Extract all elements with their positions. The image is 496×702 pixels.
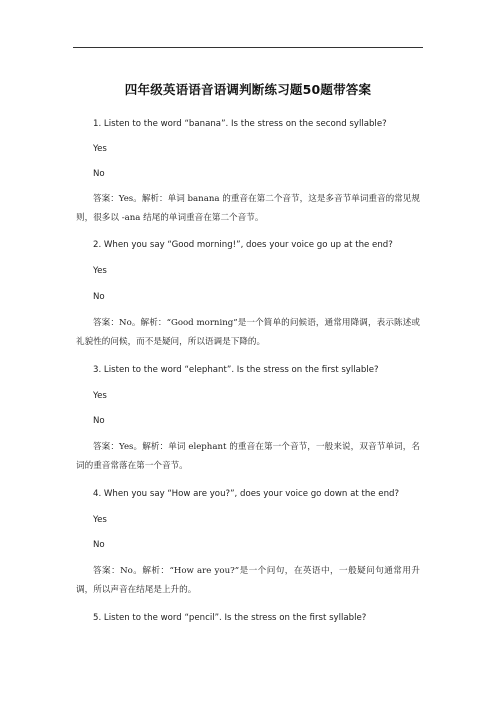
question-2-option-yes: Yes [93, 266, 107, 276]
question-1: 1. Listen to the word “banana”. Is the stress on the second syllable? [93, 119, 387, 129]
question-3-option-yes: Yes [93, 391, 107, 401]
question-3-answer: 答案：Yes。解析：单词 elephant 的重音在第一个音节，一般来说，双音节单词，名词的重音常落在第一个音节。 [76, 442, 420, 471]
question-2: 2. When you say “Good morning!”, does your voice go up at the end? [93, 240, 393, 250]
question-3: 3. Listen to the word “elephant”. Is the stress on the first syllable? [93, 365, 379, 375]
question-1-answer: 答案：Yes。解析：单词 banana 的重音在第二个音节，这是多音节单词重音的常见规则，很多以 -ana 结尾的单词重音在第二个音节。 [76, 194, 420, 223]
question-2-answer: 答案：No。解析：“Good morning”是一个简单的问候语，通常用降调，表示陈述或礼貌性的问候，而不是疑问，所以语调是下降的。 [76, 318, 420, 347]
question-1-option-no: No [93, 169, 105, 179]
question-5: 5. Listen to the word “pencil”. Is the stress on the first syllable? [93, 613, 367, 623]
header-rule [73, 47, 423, 48]
question-4-option-yes: Yes [93, 515, 107, 525]
question-4-option-no: No [93, 540, 105, 550]
question-4: 4. When you say “How are you?”, does your voice go down at the end? [93, 489, 400, 499]
page-title: 四年级英语语音语调判断练习题50题带答案 [124, 82, 372, 97]
question-2-option-no: No [93, 292, 105, 302]
question-3-option-no: No [93, 416, 105, 426]
question-4-answer: 答案：No。解析：“How are you?”是一个问句，在英语中，一般疑问句通常用升调，所以声音在结尾是上升的。 [76, 566, 420, 595]
question-1-option-yes: Yes [93, 144, 107, 154]
